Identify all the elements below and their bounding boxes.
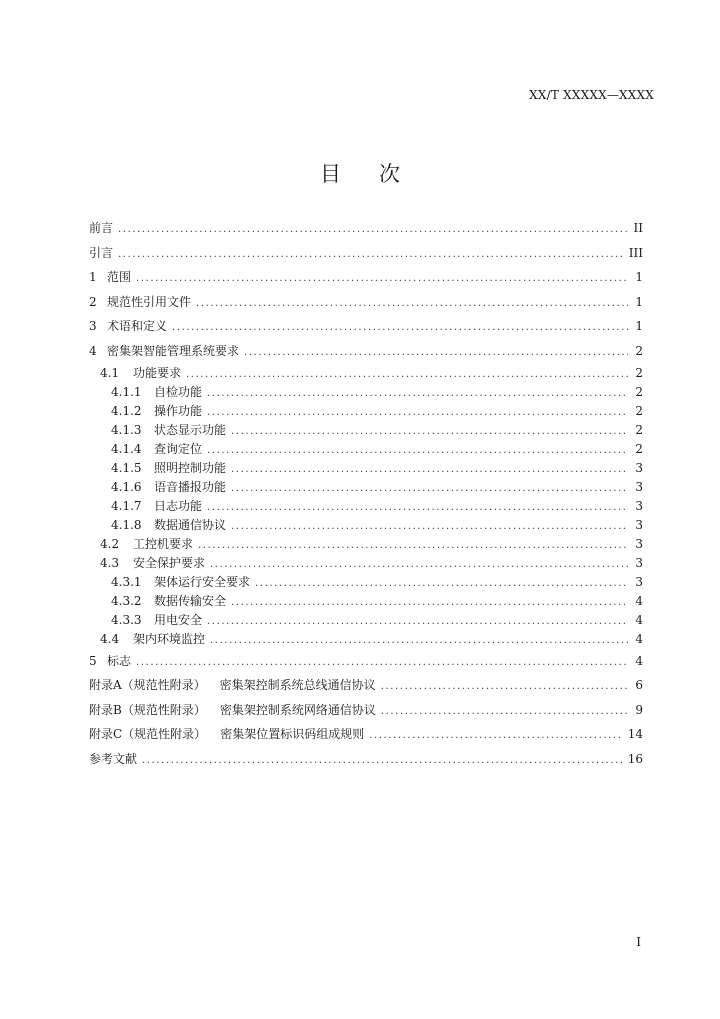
toc-entry-bibliography[interactable] xyxy=(89,747,643,772)
toc-label: 操作功能 xyxy=(154,403,203,418)
toc-entry-4-1-1[interactable] xyxy=(89,383,643,402)
toc-label: 附录B（规范性附录） xyxy=(89,702,206,717)
toc-page: III xyxy=(628,245,643,260)
toc-entry-5[interactable] xyxy=(89,649,643,674)
toc-label: 数据传输安全 xyxy=(154,593,227,608)
toc-page: 4 xyxy=(635,631,643,646)
toc-leader xyxy=(136,267,628,292)
toc-label: 术语和定义 xyxy=(107,319,168,334)
toc-label: 密集架智能管理系统要求 xyxy=(107,343,240,358)
toc-page: 2 xyxy=(635,422,643,437)
toc-page: 3 xyxy=(635,517,643,532)
toc-entry-introduction[interactable] xyxy=(89,241,643,266)
toc-entry-4-4[interactable] xyxy=(89,630,643,649)
toc-page: 2 xyxy=(635,441,643,456)
toc-leader xyxy=(231,593,628,612)
toc-page: 3 xyxy=(635,555,643,570)
toc-page: 3 xyxy=(635,498,643,513)
toc-label: 查询定位 xyxy=(154,441,203,456)
toc-page: 9 xyxy=(635,702,643,717)
toc-leader xyxy=(255,574,628,593)
toc-leader xyxy=(142,749,623,774)
toc-page: 4 xyxy=(635,593,643,608)
toc-page: 3 xyxy=(635,460,643,475)
toc-number: 4.4 xyxy=(100,631,120,646)
toc-page: 2 xyxy=(635,365,643,380)
toc-label: 附录C（规范性附录） xyxy=(89,727,207,742)
toc-label: 参考文献 xyxy=(89,751,138,766)
toc-page: 3 xyxy=(635,574,643,589)
toc-label: 安全保护要求 xyxy=(133,555,206,570)
toc-entry-4-3-1[interactable] xyxy=(89,573,643,592)
toc-entry-1[interactable] xyxy=(89,265,643,290)
toc-entry-4-1[interactable] xyxy=(89,364,643,383)
toc-leader xyxy=(118,218,628,243)
toc-label: 功能要求 xyxy=(133,365,182,380)
toc-annex-title: 密集架控制系统网络通信协议 xyxy=(219,702,376,717)
toc-label: 架体运行安全要求 xyxy=(154,574,251,589)
toc-number: 4 xyxy=(89,343,97,358)
toc-entry-4[interactable] xyxy=(89,339,643,364)
toc-annex-title: 密集架控制系统总线通信协议 xyxy=(219,678,376,693)
toc-leader xyxy=(198,536,628,555)
toc-leader xyxy=(207,441,628,460)
toc-entry-4-1-7[interactable] xyxy=(89,497,643,516)
toc-number: 4.1.7 xyxy=(111,498,142,513)
toc-page: 4 xyxy=(635,612,643,627)
toc-number: 4.3.1 xyxy=(111,574,142,589)
toc-entry-4-1-4[interactable] xyxy=(89,440,643,459)
toc-label: 前言 xyxy=(89,221,114,235)
toc-number: 4.3.3 xyxy=(111,612,142,627)
toc-number: 4.2 xyxy=(100,536,120,551)
page-title: 目次 xyxy=(320,162,438,186)
toc-entry-annex-c[interactable] xyxy=(89,722,643,747)
toc-number: 4.1.8 xyxy=(111,517,142,532)
toc-number: 4.1.4 xyxy=(111,441,142,456)
toc-annex-title: 密集架位置标识码组成规则 xyxy=(220,727,365,742)
toc-entry-2[interactable] xyxy=(89,290,643,315)
toc-leader xyxy=(210,555,628,574)
toc-label: 自检功能 xyxy=(154,384,203,399)
toc-page: 16 xyxy=(627,751,643,766)
toc-entry-4-2[interactable] xyxy=(89,535,643,554)
toc-label: 日志功能 xyxy=(154,498,203,513)
toc-label: 数据通信协议 xyxy=(154,517,227,532)
standard-code: XX/T XXXXX—XXXX xyxy=(529,88,654,102)
toc-label: 附录A（规范性附录） xyxy=(89,678,206,693)
toc-page: 6 xyxy=(635,678,643,693)
toc-leader xyxy=(186,365,628,384)
toc-leader xyxy=(118,243,624,268)
toc-number: 4.1.5 xyxy=(111,460,142,475)
toc-page: 1 xyxy=(635,270,643,285)
toc-label: 架内环境监控 xyxy=(133,631,206,646)
toc-page: II xyxy=(633,221,643,235)
toc-entry-foreword[interactable] xyxy=(89,216,643,241)
toc-label: 范围 xyxy=(107,270,132,285)
toc-page: 14 xyxy=(627,727,643,742)
toc-leader xyxy=(207,498,628,517)
toc-leader xyxy=(172,316,628,341)
toc-number: 4.3 xyxy=(100,555,120,570)
toc-leader xyxy=(207,612,628,631)
toc-entry-4-1-8[interactable] xyxy=(89,516,643,535)
toc-leader xyxy=(231,460,628,479)
toc-entry-3[interactable] xyxy=(89,314,643,339)
toc-page: 3 xyxy=(635,479,643,494)
toc-label: 状态显示功能 xyxy=(154,422,227,437)
toc-page: 2 xyxy=(635,384,643,399)
toc-leader xyxy=(210,631,628,650)
toc-number: 4.1.2 xyxy=(111,403,142,418)
toc-label: 工控机要求 xyxy=(133,536,194,551)
toc-number: 3 xyxy=(89,319,97,334)
toc-entry-annex-b[interactable] xyxy=(89,698,643,723)
toc-leader xyxy=(231,479,628,498)
toc-number: 1 xyxy=(89,270,97,285)
toc-entry-4-1-6[interactable] xyxy=(89,478,643,497)
toc-page: 4 xyxy=(635,653,643,668)
page-number: I xyxy=(636,935,641,949)
toc-entry-annex-a[interactable] xyxy=(89,673,643,698)
toc-page: 1 xyxy=(635,294,643,309)
toc-leader xyxy=(244,341,628,366)
toc-entry-4-1-3[interactable] xyxy=(89,421,643,440)
toc-entry-4-3[interactable] xyxy=(89,554,643,573)
toc-leader xyxy=(381,675,628,700)
toc-leader xyxy=(207,403,628,422)
toc-number: 4.1.6 xyxy=(111,479,142,494)
toc-label: 语音播报功能 xyxy=(154,479,227,494)
toc-number: 4.1.1 xyxy=(111,384,142,399)
toc-leader xyxy=(381,700,628,725)
toc-label: 规范性引用文件 xyxy=(107,294,192,309)
toc-number: 4.1 xyxy=(100,365,120,380)
toc-leader xyxy=(231,422,628,441)
toc-number: 2 xyxy=(89,294,97,309)
toc-page: 2 xyxy=(635,343,643,358)
toc-entry-4-1-5[interactable] xyxy=(89,459,643,478)
toc-entry-4-1-2[interactable] xyxy=(89,402,643,421)
toc-page: 1 xyxy=(635,319,643,334)
toc-number: 4.1.3 xyxy=(111,422,142,437)
toc-page: 3 xyxy=(635,536,643,551)
toc-leader xyxy=(369,724,623,749)
toc-number: 5 xyxy=(89,653,97,668)
toc-leader xyxy=(196,292,628,317)
toc-entry-4-3-3[interactable] xyxy=(89,611,643,630)
toc-label: 引言 xyxy=(89,245,114,260)
toc-leader xyxy=(136,651,628,676)
toc-number: 4.3.2 xyxy=(111,593,142,608)
toc-leader xyxy=(231,517,628,536)
table-of-contents xyxy=(89,216,643,772)
toc-label: 用电安全 xyxy=(154,612,203,627)
toc-entry-4-3-2[interactable] xyxy=(89,592,643,611)
toc-label: 照明控制功能 xyxy=(154,460,227,475)
toc-leader xyxy=(207,384,628,403)
toc-page: 2 xyxy=(635,403,643,418)
toc-label: 标志 xyxy=(107,653,132,668)
